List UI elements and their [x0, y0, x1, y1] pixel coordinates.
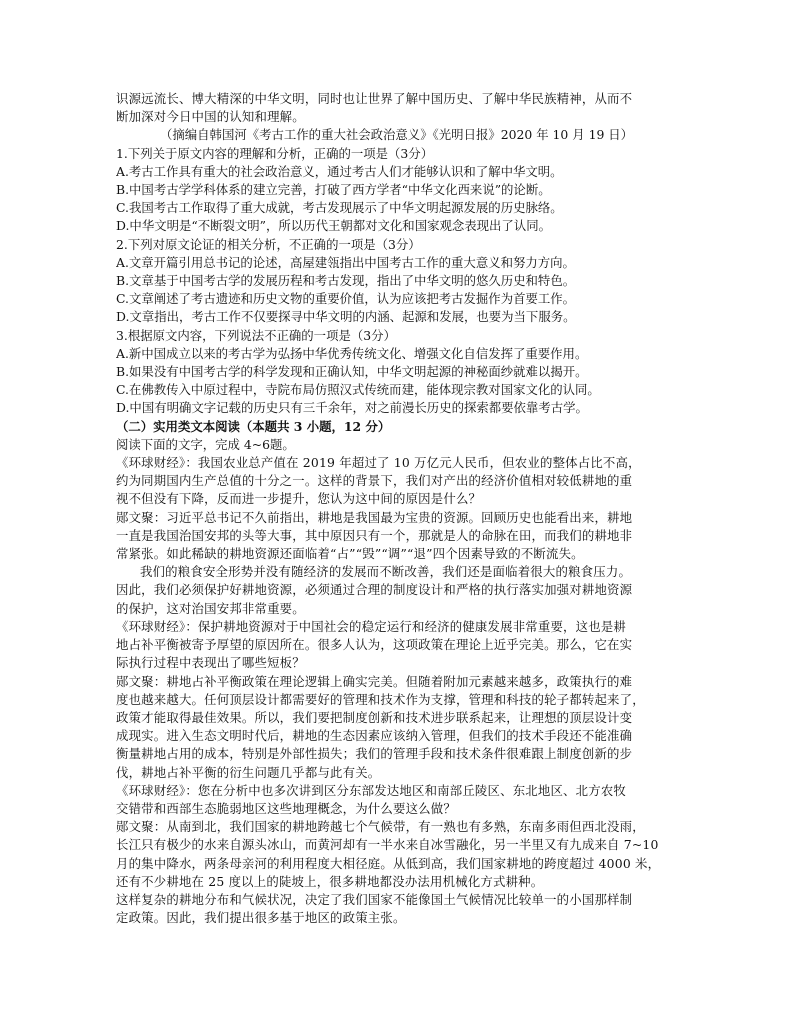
- text-line: 衡量耕地占用的成本，特别是外部性损失；我们的管理手段和技术条件很难跟上制度创新的步: [116, 746, 633, 762]
- text-line: C.文章阐述了考古遗迹和历史文物的重要价值，认为应该把考古发掘作为首要工作。: [116, 291, 576, 307]
- text-line: 际执行过程中表现出了哪些短板？: [116, 655, 305, 671]
- text-line: D.文章指出，考古工作不仅要探寻中华文明的内涵、起源和发展，也要为当下服务。: [116, 309, 576, 325]
- text-line: C.在佛教传入中原过程中，寺院布局仿照汉式传统而建，能体现宗教对国家文化的认同。: [116, 382, 600, 398]
- text-line: A.考古工作具有重大的社会政治意义，通过考古人们才能够认识和了解中华文明。: [116, 163, 563, 179]
- text-line: 郧文聚：耕地占补平衡政策在理论逻辑上确实完美。但随着附加元素越来越多，政策执行的难: [116, 673, 633, 689]
- text-line: 视不但没有下降，反而进一步提升，您认为这中间的原因是什么？: [116, 491, 482, 507]
- text-line: 《环球财经》：保护耕地资源对于中国社会的稳定运行和经济的健康发展非常重要，这也是耕: [116, 618, 627, 634]
- text-line: 长江只有极少的水来自源头冰山，而黄河却有一半水来自冰雪融化，另一半里又有九成来自 7~10: [116, 837, 659, 853]
- text-line: 的保护，这对治国安邦非常重要。: [116, 600, 305, 616]
- text-line: 3.根据原文内容，下列说法不正确的一项是（3分）: [116, 327, 396, 343]
- text-line: 郧文聚：从南到北，我们国家的耕地跨越七个气候带，有一熟也有多熟，东南多雨但西北没雨，: [116, 819, 645, 835]
- text-line: B.文章基于中国考古学的发展历程和考古发现，指出了中华文明的悠久历史和特色。: [116, 273, 576, 289]
- text-line: 政策才能取得最佳效果。所以，我们要把制度创新和技术进步联系起来，让理想的顶层设计变: [116, 709, 633, 725]
- text-line: D.中国有明确文字记载的历史只有三千余年，对之前漫长历史的探索都要依靠考古学。: [116, 400, 588, 416]
- text-line: 一直是我国治国安邦的头等大事，其中原因只有一个，那就是人的命脉在田，而我们的耕地非: [116, 527, 633, 543]
- text-line: 还有不少耕地在 25 度以上的陡坡上，很多耕地都没办法用机械化方式耕种。: [116, 873, 544, 889]
- text-line: 郧文聚：习近平总书记不久前指出，耕地是我国最为宝贵的资源。回顾历史也能看出来，耕地: [116, 509, 633, 525]
- text-line: A.新中国成立以来的考古学为弘扬中华优秀传统文化、增强文化自信发挥了重要作用。: [116, 345, 588, 361]
- text-line: 《环球财经》：我国农业总产值在 2019 年超过了 10 万亿元人民币，但农业的整体占比不高，: [116, 455, 641, 471]
- text-line: 断加深对今日中国的认知和理解。: [116, 109, 305, 125]
- text-line: 度也越来越大。任何顶层设计都需要好的管理和技术作为支撑，管理和科技的轮子都转起来了，: [116, 691, 645, 707]
- text-line: B.中国考古学学科体系的建立完善，打破了西方学者“中华文化西来说”的论断。: [116, 182, 551, 198]
- text-line: 这样复杂的耕地分布和气候状况，决定了我们国家不能像国土气候情况比较单一的小国那样制: [116, 891, 633, 907]
- text-line: A.文章开篇引用总书记的论述，高屋建瓴指出中国考古工作的重大意义和努力方向。: [116, 254, 575, 270]
- text-line: 约为同期国内生产总值的十分之一。这样的背景下，我们对产出的经济价值相对较低耕地的重: [116, 473, 633, 489]
- text-line: 月的集中降水，两条母亲河的利用程度大相径庭。从低到高，我们国家耕地的跨度超过 4000 米，: [116, 855, 661, 871]
- text-line: 地占补平衡被寄予厚望的原因所在。很多人认为，这项政策在理论上近乎完美。那么，它在实: [116, 637, 633, 653]
- text-line: （摘编自韩国河《考古工作的重大社会政治意义》《光明日报》2020 年 10 月 19 日）: [160, 127, 634, 143]
- text-line: 1.下列关于原文内容的理解和分析，正确的一项是（3分）: [116, 145, 434, 161]
- text-line: D.中华文明是“不断裂文明”，所以历代王朝都对文化和国家观念表现出了认同。: [116, 218, 551, 234]
- text-line: 因此，我们必须保护好耕地资源，必须通过合理的制度设计和严格的执行落实加强对耕地资源: [116, 582, 633, 598]
- text-line: 成现实。进入生态文明时代后，耕地的生态因素应该纳入管理，但我们的技术手段还不能准确: [116, 728, 633, 744]
- text-line: 2.下列对原文论证的相关分析，不正确的一项是（3分）: [116, 236, 421, 252]
- text-line: 我们的粮食安全形势并没有随经济的发展而不断改善，我们还是面临着很大的粮食压力。: [140, 564, 632, 580]
- text-line: 《环球财经》：您在分析中也多次讲到区分东部发达地区和南部丘陵区、东北地区、北方农牧: [116, 782, 627, 798]
- text-line: C.我国考古工作取得了重大成就，考古发现展示了中华文明起源发展的历史脉络。: [116, 200, 563, 216]
- text-line: B.如果没有中国考古学的科学发现和正确认知，中华文明起源的神秘面纱就难以揭开。: [116, 364, 588, 380]
- text-line: 识源远流长、博大精深的中华文明，同时也让世界了解中国历史、了解中华民族精神，从而不: [116, 91, 633, 106]
- text-line: 交错带和西部生态脆弱地区这些地理概念，为什么要这么做？: [116, 800, 456, 816]
- text-line: 伐，耕地占补平衡的衍生问题几乎都与此有关。: [116, 764, 381, 780]
- document-page: [116, 90, 682, 927]
- text-line: 定政策。因此，我们提出很多基于地区的政策主张。: [116, 910, 406, 926]
- text-line: （二）实用类文本阅读（本题共 3 小题，12 分）: [116, 418, 391, 434]
- text-line: 阅读下面的文字，完成 4~6题。: [116, 436, 295, 452]
- text-line: 常紧张。如此稀缺的耕地资源还面临着“占”“毁”“调”“退”四个因素导致的不断流失。: [116, 546, 584, 562]
